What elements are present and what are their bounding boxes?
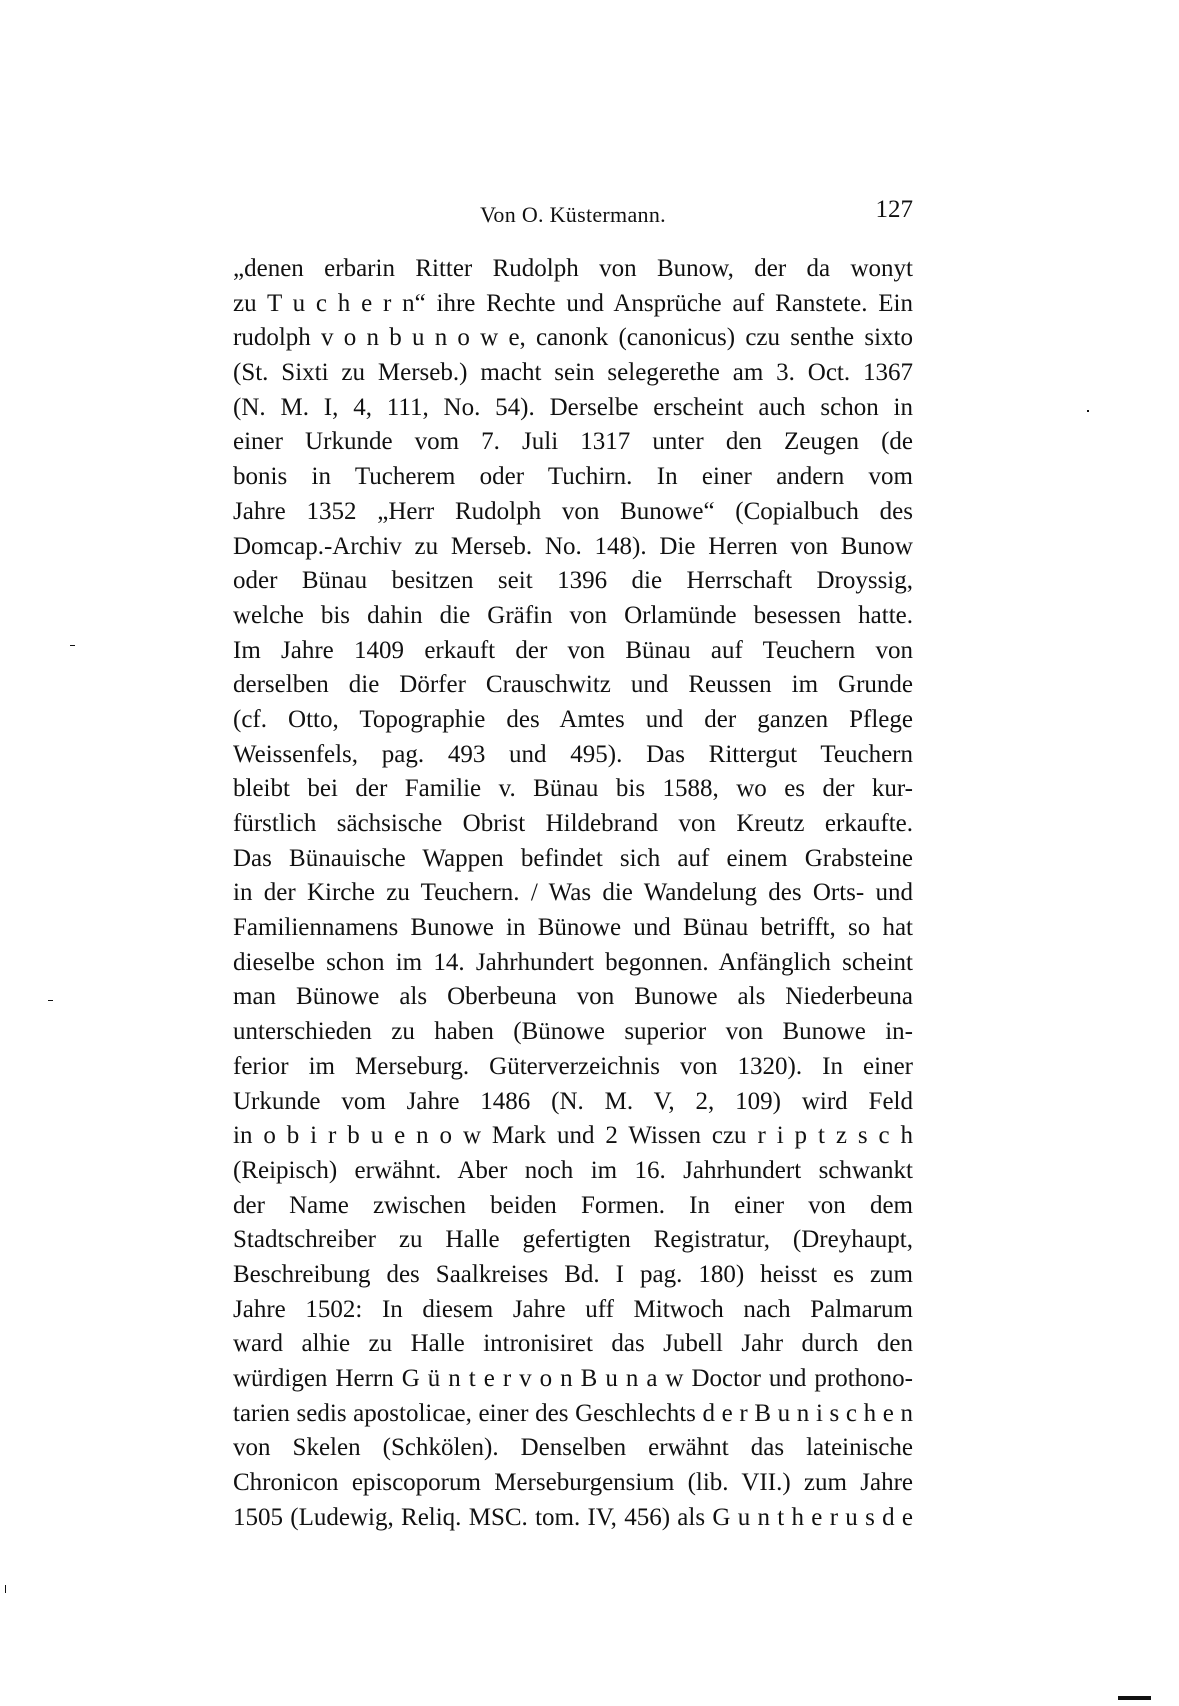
text-line: zu T u c h e r n“ ihre Rechte und Ansprüche auf Ranstete. Ein: [233, 289, 913, 317]
text-line: einer Urkunde vom 7. Juli 1317 unter den Zeugen (de: [233, 428, 913, 456]
text-line: in o b i r b u e n o w Mark und 2 Wissen czu r i p t z s c h: [233, 1122, 913, 1150]
page-number: 127: [875, 196, 913, 223]
text-line: Weissenfels, pag. 493 und 495). Das Rittergut Teuchern: [233, 740, 913, 768]
text-line: man Bünowe als Oberbeuna von Bunowe als Niederbeuna: [233, 983, 913, 1011]
running-head: Von O. Küstermann.: [480, 202, 666, 227]
scan-mark: [70, 645, 75, 646]
text-line: Familiennamens Bunowe in Bünowe und Bünau betrifft, so hat: [233, 914, 913, 942]
text-line: Domcap.-Archiv zu Merseb. No. 148). Die Herren von Bunow: [233, 532, 913, 560]
text-line: oder Bünau besitzen seit 1396 die Herrschaft Droyssig,: [233, 567, 913, 595]
text-line: unterschieden zu haben (Bünowe superior von Bunowe in-: [233, 1018, 913, 1046]
text-line: Jahre 1352 „Herr Rudolph von Bunowe“ (Copialbuch des: [233, 497, 913, 525]
scan-mark: [48, 1000, 53, 1001]
scan-mark: [1118, 1696, 1151, 1700]
text-line: Urkunde vom Jahre 1486 (N. M. V, 2, 109) wird Feld: [233, 1087, 913, 1115]
page-header: [233, 196, 913, 230]
text-line: (St. Sixti zu Merseb.) macht sein selegerethe am 3. Oct. 1367: [233, 359, 913, 387]
text-line: der Name zwischen beiden Formen. In einer von dem: [233, 1191, 913, 1219]
text-line: 1505 (Ludewig, Reliq. MSC. tom. IV, 456) als G u n t h e r u s d e: [233, 1503, 913, 1531]
text-line: Jahre 1502: In diesem Jahre uff Mitwoch nach Palmarum: [233, 1295, 913, 1323]
text-line: (Reipisch) erwähnt. Aber noch im 16. Jahrhundert schwankt: [233, 1156, 913, 1184]
text-line: dieselbe schon im 14. Jahrhundert begonnen. Anfänglich scheint: [233, 948, 913, 976]
text-line: „denen erbarin Ritter Rudolph von Bunow, der da wonyt: [233, 255, 913, 282]
text-line: bleibt bei der Familie v. Bünau bis 1588, wo es der kur-: [233, 775, 913, 803]
text-line: derselben die Dörfer Crauschwitz und Reussen im Grunde: [233, 671, 913, 699]
text-line: Im Jahre 1409 erkauft der von Bünau auf Teuchern von: [233, 636, 913, 664]
text-line: würdigen Herrn G ü n t e r v o n B u n a w Doctor und prothono-: [233, 1365, 913, 1392]
text-line: in der Kirche zu Teuchern. / Was die Wandelung des Orts- und: [233, 879, 913, 907]
text-line: ferior im Merseburg. Güterverzeichnis von 1320). In einer: [233, 1052, 913, 1080]
text-line: fürstlich sächsische Obrist Hildebrand von Kreutz erkaufte.: [233, 810, 913, 837]
text-line: tarien sedis apostolicae, einer des Geschlechts d e r B u n i s c h e n: [233, 1399, 913, 1427]
text-line: welche bis dahin die Gräfin von Orlamünde besessen hatte.: [233, 601, 913, 629]
text-line: (N. M. I, 4, 111, No. 54). Derselbe erscheint auch schon in: [233, 393, 913, 421]
scan-mark: [1087, 410, 1089, 412]
text-line: rudolph v o n b u n o w e, canonk (canonicus) czu senthe sixto: [233, 324, 913, 352]
text-line: Chronicon episcoporum Merseburgensium (lib. VII.) zum Jahre: [233, 1469, 913, 1497]
text-line: bonis in Tucherem oder Tuchirn. In einer andern vom: [233, 463, 913, 491]
scan-mark: [5, 1585, 6, 1593]
body-text: [233, 252, 913, 1535]
text-line: Stadtschreiber zu Halle gefertigten Registratur, (Dreyhaupt,: [233, 1226, 913, 1254]
text-line: ward alhie zu Halle intronisiret das Jubell Jahr durch den: [233, 1330, 913, 1358]
text-line: Das Bünauische Wappen befindet sich auf einem Grabsteine: [233, 844, 913, 872]
text-line: Beschreibung des Saalkreises Bd. I pag. 180) heisst es zum: [233, 1260, 913, 1288]
text-line: von Skelen (Schkölen). Denselben erwähnt das lateinische: [233, 1434, 913, 1462]
text-line: (cf. Otto, Topographie des Amtes und der ganzen Pflege: [233, 705, 913, 733]
